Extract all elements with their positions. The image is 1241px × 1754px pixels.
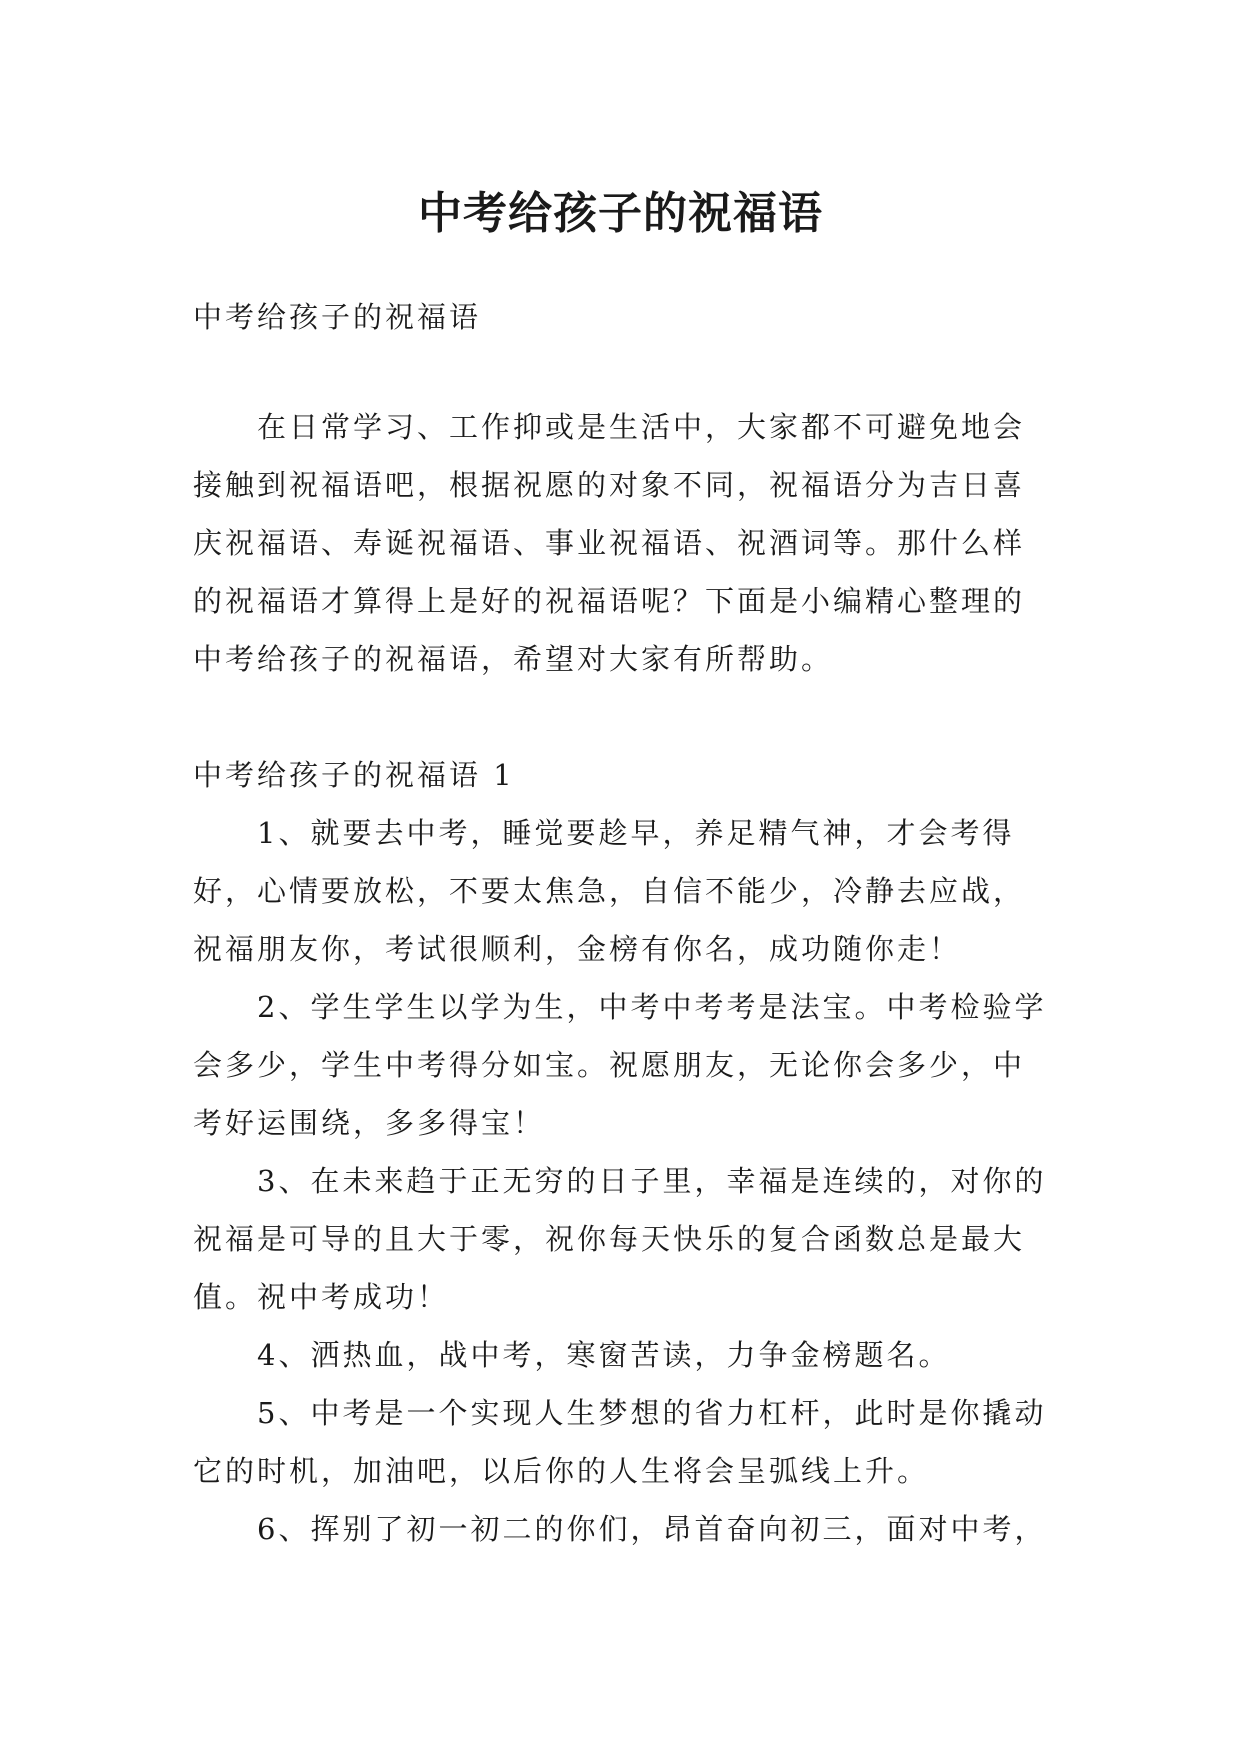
blessing-item-1: 1、就要去中考，睡觉要趁早，养足精气神，才会考得好，心情要放松，不要太焦急，自信不能少，冷静去应战，祝福朋友你，考试很顺利，金榜有你名，成功随你走！	[193, 816, 1026, 966]
blessing-item-5: 5、中考是一个实现人生梦想的省力杠杆，此时是你撬动它的时机，加油吧，以后你的人生将会呈弧线上升。	[193, 1396, 1047, 1488]
blessing-item-4: 4、洒热血，战中考，寒窗苦读，力争金榜题名。	[257, 1338, 951, 1372]
document-title: 中考给孩子的祝福语	[418, 188, 823, 240]
document-body	[193, 288, 1053, 1558]
intro-paragraph: 在日常学习、工作抑或是生活中，大家都不可避免地会接触到祝福语吧，根据祝愿的对象不同，祝福语分为吉日喜庆祝福语、寿诞祝福语、事业祝福语、祝酒词等。那什么样的祝福语才算得上是好的祝福语呢？下面是小编精心整理的中考给孩子的祝福语，希望对大家有所帮助。	[193, 410, 1026, 676]
document-subtitle: 中考给孩子的祝福语	[193, 300, 482, 334]
blessing-item-6: 6、挥别了初一初二的你们，昂首奋向初三，面对中考，	[257, 1512, 1047, 1546]
blessing-item-2: 2、学生学生以学为生，中考中考考是法宝。中考检验学会多少，学生中考得分如宝。祝愿朋友，无论你会多少，中考好运围绕，多多得宝！	[193, 990, 1047, 1140]
blessing-item-3: 3、在未来趋于正无穷的日子里，幸福是连续的，对你的祝福是可导的且大于零，祝你每天快乐的复合函数总是最大值。祝中考成功！	[193, 1164, 1047, 1314]
section-heading: 中考给孩子的祝福语 1	[193, 758, 515, 792]
